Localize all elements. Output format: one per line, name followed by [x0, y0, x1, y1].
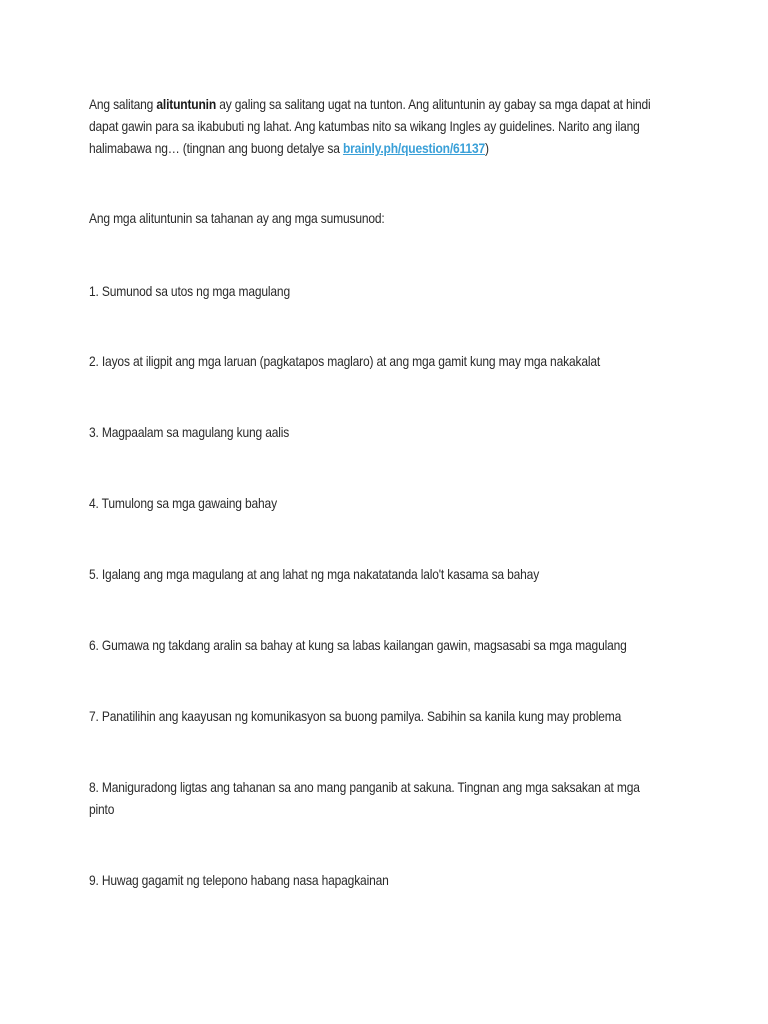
list-item: 4. Tumulong sa mga gawaing bahay — [89, 495, 277, 511]
intro-text-start: Ang salitang — [89, 96, 157, 112]
intro-text-end: ) — [485, 140, 489, 156]
brainly-source-link[interactable]: brainly.ph/question/61137 — [342, 140, 486, 156]
keyword-alituntunin: alituntunin — [156, 96, 217, 112]
list-item: 7. Panatilihin ang kaayusan ng komunikasyon sa buong pamilya. Sabihin sa kanila kung may problema — [89, 708, 622, 724]
list-item: 6. Gumawa ng takdang aralin sa bahay at kung sa labas kailangan gawin, magsasabi sa mga magulang — [89, 637, 627, 653]
list-item: 8. Maniguradong ligtas ang tahanan sa ano mang panganib at sakuna. Tingnan ang mga saksakan at mga pinto — [89, 779, 640, 817]
list-item: 9. Huwag gagamit ng telepono habang nasa hapagkainan — [89, 872, 389, 888]
intro-text-middle: ay galing sa salitang ugat na tunton. Ang alituntunin ay gabay sa mga dapat at hindi dapat gawin para sa ikabubuti ng lahat. Ang katumbas nito sa wikang Ingles ay guidelines. Narito ang ilang halimabawa ng… (tingnan ang buong detalye sa — [89, 96, 651, 156]
list-item: 2. Iayos at iligpit ang mga laruan (pagkatapos maglaro) at ang mga gamit kung may mga nakakalat — [89, 353, 601, 369]
list-heading: Ang mga alituntunin sa tahanan ay ang mga sumusunod: — [89, 210, 385, 226]
list-item: 1. Sumunod sa utos ng mga magulang — [89, 283, 290, 299]
list-item: 3. Magpaalam sa magulang kung aalis — [89, 424, 290, 440]
list-item: 5. Igalang ang mga magulang at ang lahat ng mga nakatatanda lalo't kasama sa bahay — [89, 566, 540, 582]
intro-paragraph — [89, 93, 682, 159]
